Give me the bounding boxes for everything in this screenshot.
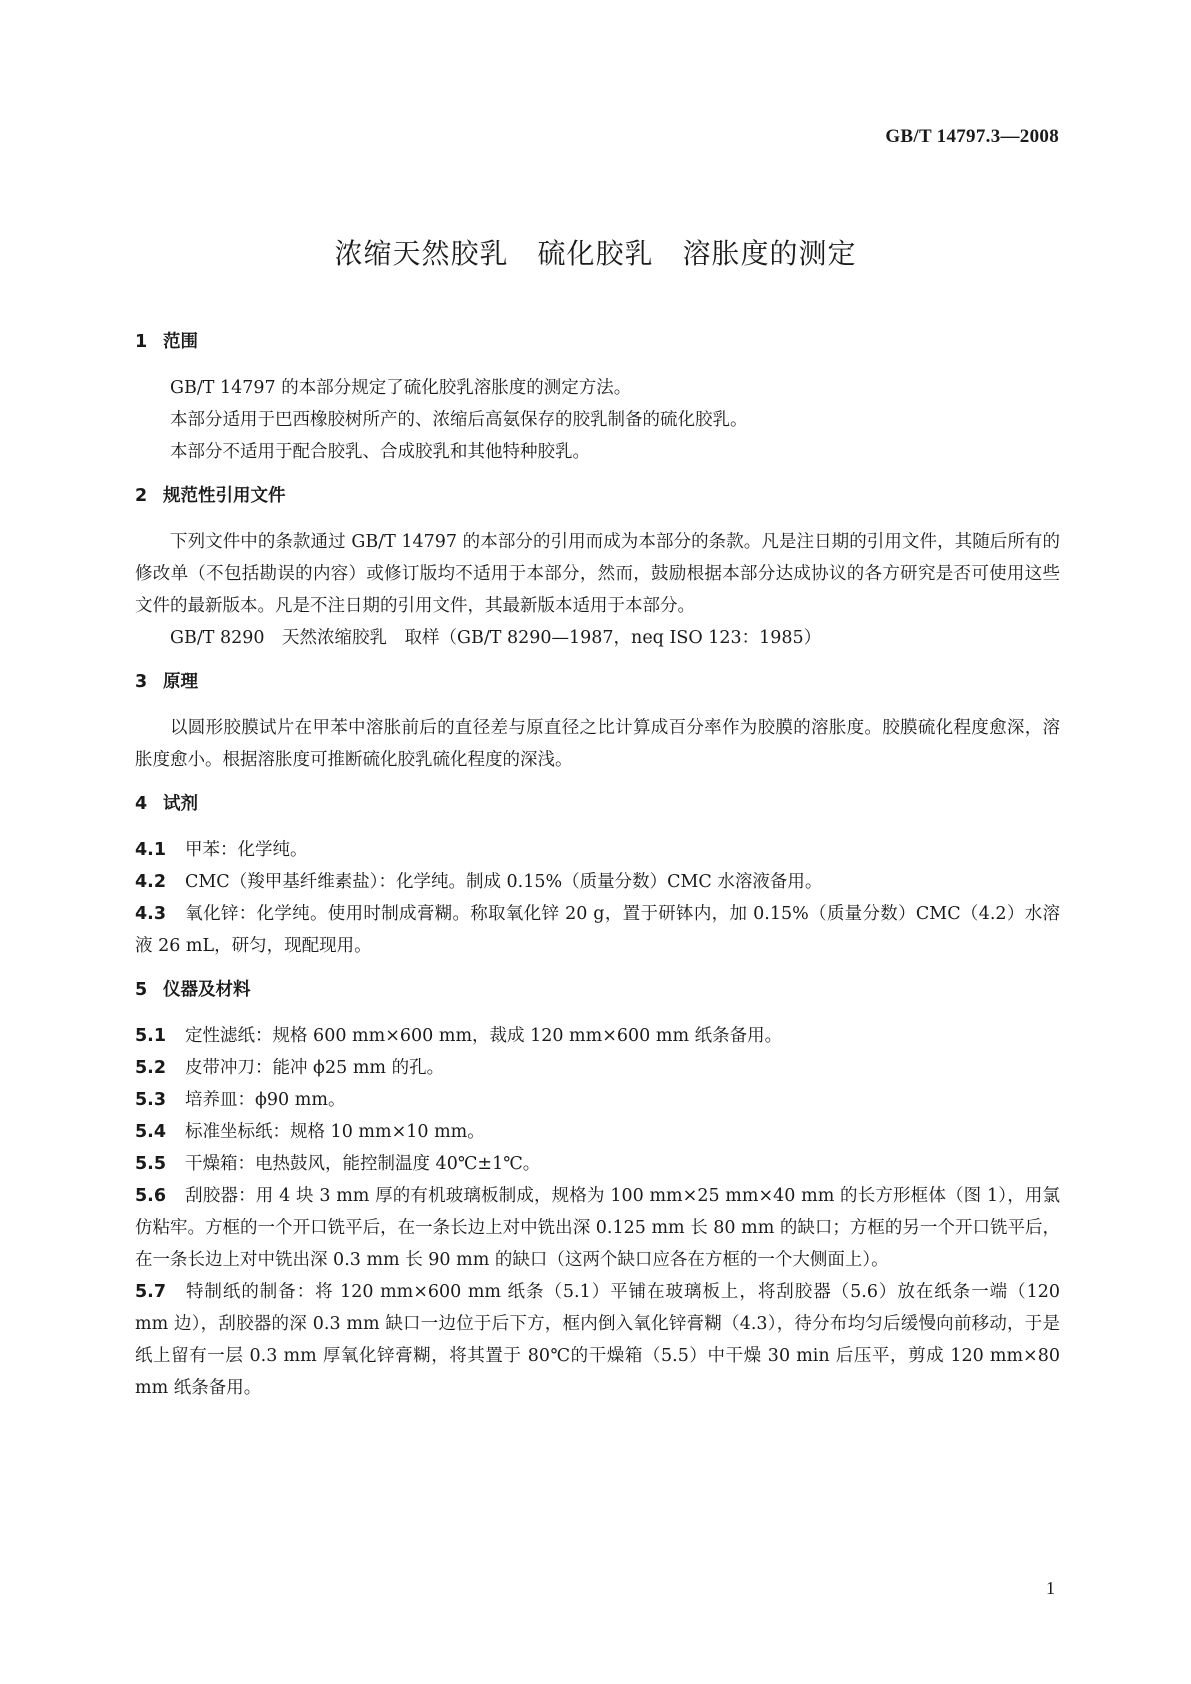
- section-heading: [135, 790, 1060, 818]
- paragraph: 本部分不适用于配合胶乳、合成胶乳和其他特种胶乳。: [170, 442, 590, 462]
- section-title: 范围: [163, 332, 198, 352]
- section-heading: [135, 668, 1060, 696]
- item-text: 皮带冲刀：能冲 ϕ25 mm 的孔。: [185, 1058, 445, 1078]
- item-number: 4.2: [135, 872, 167, 892]
- page-number: 1: [1046, 1578, 1055, 1598]
- standard-code: GB/T 14797.3—2008: [885, 126, 1059, 147]
- section-title: 试剂: [163, 794, 198, 814]
- item-text: CMC（羧甲基纤维素盐）：化学纯。制成 0.15%（质量分数）CMC 水溶液备用。: [185, 872, 823, 892]
- paragraph: 以圆形胶膜试片在甲苯中溶胀前后的直径差与原直径之比计算成百分率作为胶膜的溶胀度。胶膜硫化程度愈深，溶胀度愈小。根据溶胀度可推断硫化胶乳硫化程度的深浅。: [135, 718, 1060, 770]
- section-title: 仪器及材料: [163, 980, 251, 1000]
- list-item: [135, 1116, 1060, 1148]
- item-number: 5.7: [135, 1282, 167, 1302]
- item-text: 氧化锌：化学纯。使用时制成膏糊。称取氧化锌 20 g，置于研钵内，加 0.15%（质量分数）CMC（4.2）水溶液 26 mL，研匀，现配现用。: [135, 904, 1060, 956]
- document-body: [135, 328, 1060, 1418]
- section-number: 1: [135, 332, 148, 352]
- item-number: 5.6: [135, 1186, 167, 1206]
- list-item: [135, 834, 1060, 866]
- list-item: [135, 866, 1060, 898]
- paragraph: GB/T 14797 的本部分规定了硫化胶乳溶胀度的测定方法。: [170, 378, 632, 398]
- item-text: 甲苯：化学纯。: [185, 840, 308, 860]
- item-text: 特制纸的制备：将 120 mm×600 mm 纸条（5.1）平铺在玻璃板上，将刮胶器（5.6）放在纸条一端（120 mm 边），刮胶器的深 0.3 mm 缺口一边位于后下方，框内倒入氧化锌膏糊（4.3），待分布均匀后缓慢向前移动，于是纸上留有一层 0.3 mm 厚氧化锌膏糊，将其置于 80℃的干燥箱（5.5）中干燥 30 min 后压平，剪成 120 mm×80 mm 纸条备用。: [135, 1282, 1060, 1398]
- item-text: 干燥箱：电热鼓风，能控制温度 40℃±1℃。: [185, 1154, 541, 1174]
- section-heading: [135, 976, 1060, 1004]
- item-number: 4.3: [135, 904, 167, 924]
- list-item: [135, 1084, 1060, 1116]
- section-heading: [135, 328, 1060, 356]
- section-scope: [135, 328, 1060, 468]
- item-number: 5.1: [135, 1026, 167, 1046]
- item-number: 5.3: [135, 1090, 167, 1110]
- paragraph: 下列文件中的条款通过 GB/T 14797 的本部分的引用而成为本部分的条款。凡是注日期的引用文件，其随后所有的修改单（不包括勘误的内容）或修订版均不适用于本部分，然而，鼓励根据本部分达成协议的各方研究是否可使用这些文件的最新版本。凡是不注日期的引用文件，其最新版本适用于本部分。: [135, 532, 1060, 616]
- item-number: 4.1: [135, 840, 167, 860]
- section-heading: [135, 482, 1060, 510]
- list-item: [135, 1148, 1060, 1180]
- section-normative-references: [135, 482, 1060, 654]
- list-item: [135, 1052, 1060, 1084]
- list-item: [135, 898, 1060, 962]
- section-number: 3: [135, 672, 148, 692]
- page-title: 浓缩天然胶乳 硫化胶乳 溶胀度的测定: [334, 237, 857, 270]
- list-item: [135, 1020, 1060, 1052]
- list-item: [135, 1276, 1060, 1404]
- list-item: [135, 1180, 1060, 1276]
- item-text: 定性滤纸：规格 600 mm×600 mm，裁成 120 mm×600 mm 纸条备用。: [185, 1026, 783, 1046]
- item-number: 5.2: [135, 1058, 167, 1078]
- item-text: 培养皿：ϕ90 mm。: [185, 1090, 346, 1110]
- item-text: 刮胶器：用 4 块 3 mm 厚的有机玻璃板制成，规格为 100 mm×25 mm×40 mm 的长方形框体（图 1），用氯仿粘牢。方框的一个开口铣平后，在一条长边上对中铣出深 0.125 mm 长 80 mm 的缺口；方框的另一个开口铣平后，在一条长边上对中铣出深 0.3 mm 长 90 mm 的缺口（这两个缺口应各在方框的一个大侧面上）。: [135, 1186, 1060, 1270]
- item-number: 5.5: [135, 1154, 167, 1174]
- item-number: 5.4: [135, 1122, 167, 1142]
- section-principle: [135, 668, 1060, 776]
- paragraph: 本部分适用于巴西橡胶树所产的、浓缩后高氨保存的胶乳制备的硫化胶乳。: [170, 410, 748, 430]
- section-apparatus: [135, 976, 1060, 1404]
- item-text: 标准坐标纸：规格 10 mm×10 mm。: [185, 1122, 485, 1142]
- section-title: 规范性引用文件: [163, 486, 286, 506]
- section-number: 5: [135, 980, 148, 1000]
- reference-entry: GB/T 8290 天然浓缩胶乳 取样（GB/T 8290—1987，neq ISO 123：1985）: [170, 628, 822, 648]
- section-number: 4: [135, 794, 148, 814]
- section-reagents: [135, 790, 1060, 962]
- section-title: 原理: [163, 672, 198, 692]
- section-number: 2: [135, 486, 148, 506]
